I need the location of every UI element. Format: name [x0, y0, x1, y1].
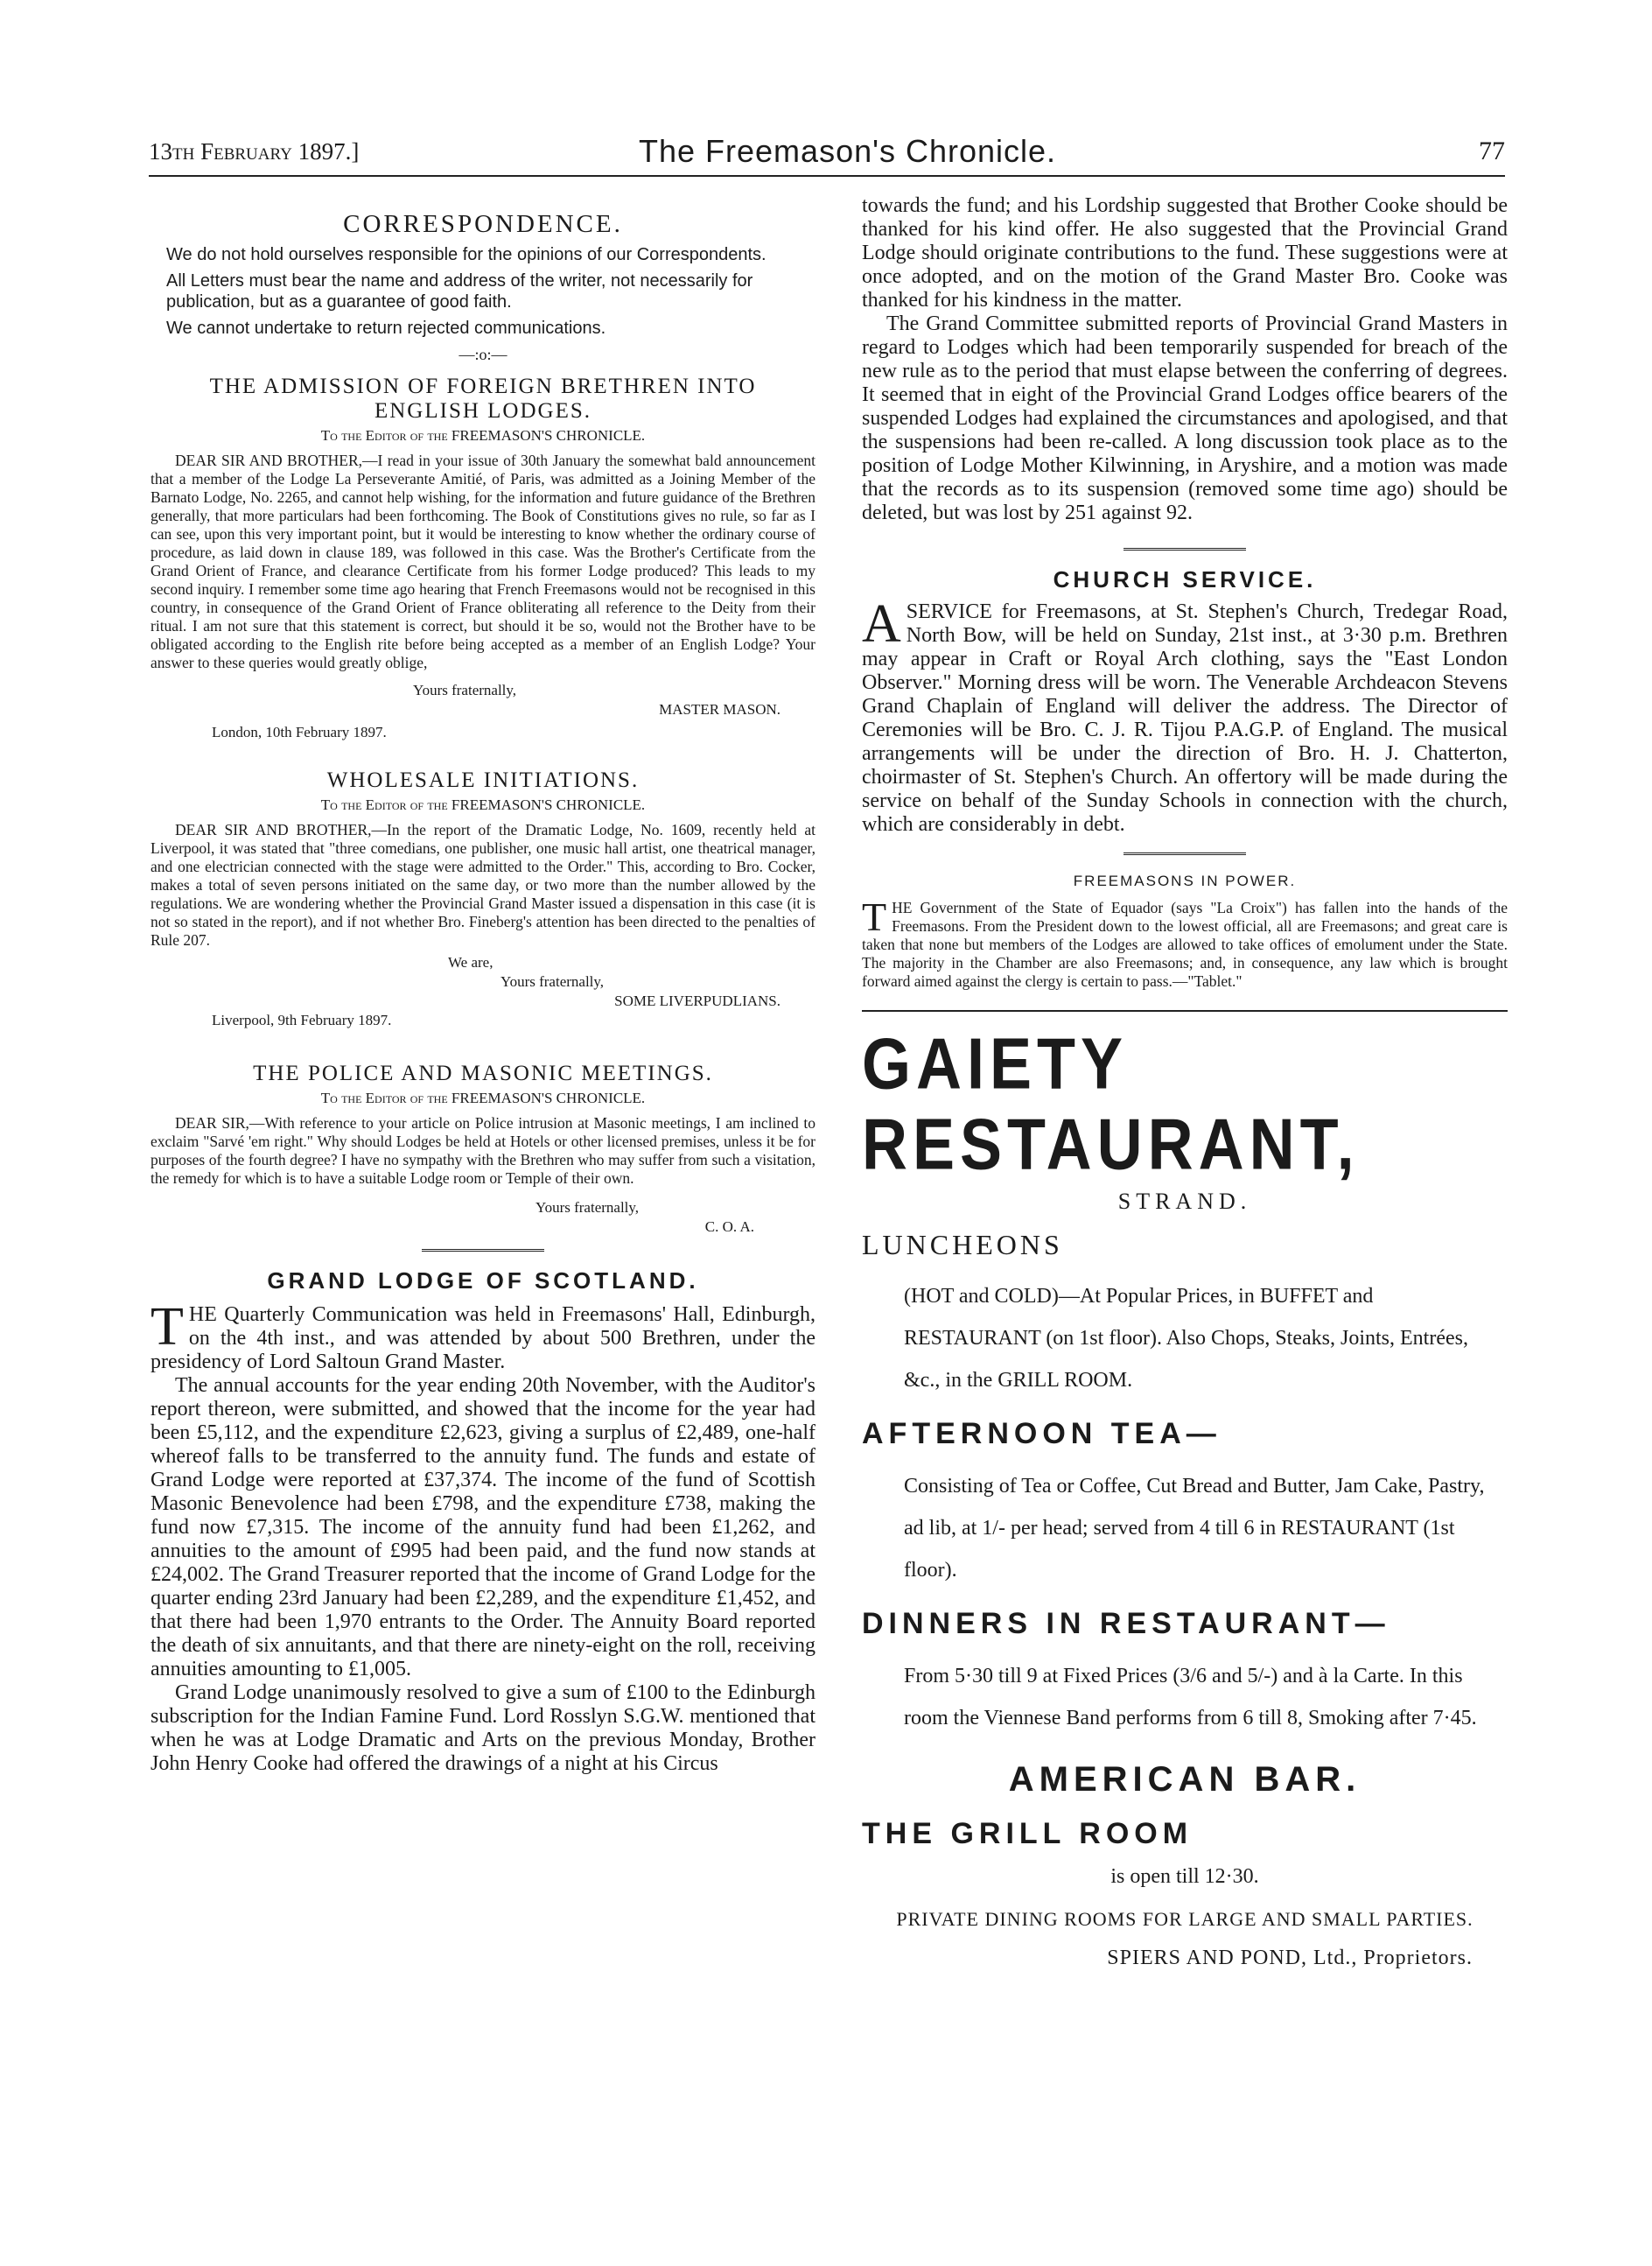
letter1-title-2: ENGLISH LODGES. — [374, 399, 592, 423]
section-divider — [1124, 548, 1246, 554]
grand-lodge-dropcap: T — [150, 1297, 184, 1357]
grand-lodge-para1-text: HE Quarterly Communication was held in Freemasons' Hall, Edinburgh, on the 4th inst., and was attended by about 500 Brethren, under the presidency of Lord Saltoun Grand Master. — [150, 1303, 816, 1373]
letter1-to-editor: To the Editor of the FREEMASON'S CHRONICLE. — [320, 427, 646, 444]
note-rejected: We cannot undertake to return rejected communications. — [166, 319, 606, 338]
grill-room-heading: THE GRILL ROOM — [862, 1817, 1194, 1850]
grill-room-text: is open till 12·30. — [1110, 1865, 1259, 1888]
note-letters: All Letters must bear the name and address of the writer, not necessarily for publication, but as a guarantee of good faith. — [166, 271, 753, 312]
grand-lodge-para3: Grand Lodge unanimously resolved to give a sum of £100 to the Edinburgh subscription for the Indian Famine Fund. Lord Rosslyn S.G.W. mentioned that when he was at Lodge Dramatic and Arts on the previous Monday, Brother John Henry Cooke had offered the drawings of a night at his Circus — [150, 1681, 816, 1775]
tea-text: Consisting of Tea or Coffee, Cut Bread and Butter, Jam Cake, Pastry, ad lib, at 1/- per head; served from 4 till 6 in RESTAURANT (1st floor). — [904, 1475, 1485, 1582]
letter2-body: DEAR SIR AND BROTHER,—In the report of the Dramatic Lodge, No. 1609, recently held at Liverpool, it was stated that "three comedians, one publisher, one music hall artist, one theatrical manager, and one electrician connected with the stage were admitted to the Order." This, according to Bro. Cocker, makes a total of seven persons initiated on the same day, or two more than the number allowed by the regulations. We are wondering whether the Provincial Grand Master issued a dispensation in this case (it is not so stated in the report), and if not whether Bro. Fineberg's attention has been directed to the penalties of Rule 207. — [150, 821, 816, 949]
letter2-place-date: Liverpool, 9th February 1897. — [212, 1012, 392, 1028]
page-header — [149, 131, 1505, 175]
correspondence-divider: —:o:— — [458, 346, 508, 363]
church-body — [862, 594, 1508, 837]
gaiety-advert — [862, 1024, 1508, 1970]
power-title: FREEMASONS IN POWER. — [1073, 873, 1297, 889]
page-number: 77 — [1479, 137, 1505, 165]
section-divider — [1124, 852, 1246, 859]
letter2-to-editor: To the Editor of the FREEMASON'S CHRONICLE. — [320, 796, 646, 813]
grand-lodge-para4: towards the fund; and his Lordship suggested that Brother Cooke should be thanked for his kind offer. He also suggested that the Provincial Grand Lodge should originate contributions to the fund. These suggestions were at once adopted, and on the motion of the Grand Master Bro. Cooke was thanked for his kindness in the matter. — [862, 194, 1508, 312]
dinners-heading: DINNERS IN RESTAURANT— — [862, 1607, 1390, 1640]
private-rooms-text: PRIVATE DINING ROOMS FOR LARGE AND SMALL PARTIES. — [896, 1908, 1474, 1930]
advert-title: GAIETY RESTAURANT, — [862, 1024, 1360, 1185]
luncheons-text: (HOT and COLD)—At Popular Prices, in BUFFET and RESTAURANT (on 1st floor). Also Chops, Steaks, Joints, Entrées, &c., in the GRILL ROOM. — [904, 1285, 1468, 1392]
letter1-title-1: THE ADMISSION OF FOREIGN BRETHREN INTO — [209, 375, 757, 398]
church-dropcap: A — [862, 594, 901, 654]
power-body-text: HE Government of the State of Equador (says "La Croix") has fallen into the hands of the Freemasons. From the President down to the lowest official, all are Freemasons; and great care is taken that none but members of the Lodges are allowed to take offices of emolument under the State. The majority in the Chamber are also Freemasons; and, in consequence, any law which is brought forward aimed against the clergy is certain to pass.—"Tablet." — [862, 899, 1508, 990]
letter2-closing: Yours fraternally, — [500, 973, 605, 990]
proprietors-text: SPIERS AND POND, Ltd., Proprietors. — [1107, 1947, 1473, 1969]
letter2-title: WHOLESALE INITIATIONS. — [326, 768, 640, 792]
church-title: CHURCH SERVICE. — [1053, 566, 1317, 593]
masthead-title: The Freemason's Chronicle. — [639, 133, 1057, 169]
power-body — [862, 894, 1508, 991]
letter1-closing: Yours fraternally, — [413, 682, 517, 698]
grand-lodge-para5: The Grand Committee submitted reports of Provincial Grand Masters in regard to Lodges which had been temporarily suspended for breach of the new rule as to the period that must elapse between the conferring of degrees. It seemed that in eight of the Provincial Grand Lodges office bearers of the suspended Lodges had explained the circumstances and apologised, and that the suspensions had been re-called. A long discussion took place as to the position of Lodge Mother Kilwinning, in Aryshire, and a motion was made that the records as to its suspension (removed some time ago) should be deleted, but was lost by 251 against 92. — [862, 312, 1508, 524]
american-bar-heading: AMERICAN BAR. — [1008, 1760, 1362, 1799]
power-dropcap: T — [862, 894, 887, 939]
letter1-place-date: London, 10th February 1897. — [212, 724, 387, 740]
tea-heading: AFTERNOON TEA— — [862, 1417, 1222, 1450]
letter3-signature: C. O. A. — [704, 1218, 754, 1235]
grand-lodge-para1 — [150, 1297, 816, 1374]
correspondence-notes — [150, 244, 816, 339]
left-column — [150, 194, 816, 1776]
letter2-we-are: We are, — [448, 954, 494, 971]
letter3-body: DEAR SIR,—With reference to your article on Police intrusion at Masonic meetings, I am inclined to exclaim "Sarvé 'em right." Why should Lodges be held at Hotels or other licensed premises, unless it be for purposes of the fourth degree? I have no sympathy with the Brethren who may suffer from such a visitation, the remedy for which is to have a suitable Lodge room or Temple of their own. — [150, 1114, 816, 1187]
header-rule — [149, 175, 1505, 177]
letter3-to-editor: To the Editor of the FREEMASON'S CHRONICLE. — [320, 1090, 646, 1106]
church-body-text: SERVICE for Freemasons, at St. Stephen's Church, Tredegar Road, North Bow, will be held on Sunday, 21st inst., at 3·30 p.m. Brethren may appear in Craft or Royal Arch clothing, says the "East London Observer." Morning dress will be worn. The Venerable Archdeacon Stevens Grand Chaplain of England will deliver the address. The Director of Ceremonies will be Bro. C. J. R. Tijou P.A.G.P. of England. The musical arrangements will be under the direction of Bro. H. J. Chatterton, choirmaster of St. Stephen's Church. An offertory will be made during the service on behalf of the Sunday Schools in connection with the church, which are considerably in debt. — [862, 600, 1508, 836]
note-responsibility: We do not hold ourselves responsible for the opinions of our Correspondents. — [166, 245, 766, 264]
letter1-body: DEAR SIR AND BROTHER,—I read in your issue of 30th January the somewhat bald announcement that a member of the Lodge La Perseverante Amitié, of Paris, was admitted as a Joining Member of the Barnato Lodge, No. 2265, and cannot help wishing, for the information and future guidance of the Brethren generally, that more particulars had been forthcoming. The Book of Constitutions gives no rule, so far as I can see, upon this very important point, but it would be interesting to know whether the ordinary course of procedure, as laid down in clause 189, was followed in this case. Was the Brother's Certificate from the Grand Orient of France, and clearance Certificate from his former Lodge produced? This leads to my second inquiry. I remember some time ago hearing that French Freemasons would not be recognised in this country, in consequence of the Grand Orient of France obliterating all reference to the Deity from their ritual. I am not sure that this statement is correct, but should it be so, would not the Brother have to be obligated according to the English rite before being accepted as a member of an English Lodge? Your answer to these queries would greatly oblige, — [150, 452, 816, 671]
right-column — [862, 194, 1508, 1970]
letter2-signature: SOME LIVERPUDLIANS. — [614, 993, 780, 1009]
advert-subtitle: STRAND. — [1117, 1189, 1252, 1214]
dinners-text: From 5·30 till 9 at Fixed Prices (3/6 and 5/-) and à la Carte. In this room the Viennese Band performs from 6 till 8, Smoking after 7·45. — [904, 1665, 1477, 1729]
letter1-signature: MASTER MASON. — [659, 701, 780, 718]
grand-lodge-para2: The annual accounts for the year ending 20th November, with the Auditor's report thereon, were submitted, and showed that the income for the year had been £5,112, and the expenditure £2,623, giving a surplus of £2,489, one-half whereof falls to be transferred to the annuity fund. The funds and estate of Grand Lodge were reported at £37,374. The income of the fund of Scottish Masonic Benevolence had been £798, and the expenditure £738, making the fund now £7,315. The income of the annuity fund had been £1,262, and annuities to the amount of £995 had been paid, and the fund now stands at £24,002. The Grand Treasurer reported that the income of Grand Lodge for the quarter ending 23rd January had been £2,289, and the expenditure £1,452, and that there had been 1,970 entrants to the Order. The Annuity Board reported the death of six annuitants, and that there are ninety-eight on the roll, receiving annuities amounting to £1,005. — [150, 1374, 816, 1680]
letter3-closing: Yours fraternally, — [536, 1199, 640, 1216]
advert-rule — [862, 1010, 1508, 1012]
correspondence-title: CORRESPONDENCE. — [343, 210, 623, 238]
grand-lodge-title: GRAND LODGE OF SCOTLAND. — [267, 1267, 699, 1294]
issue-date: 13th February 1897.] — [149, 138, 360, 165]
section-divider — [422, 1249, 544, 1255]
luncheons-heading: LUNCHEONS — [862, 1229, 1063, 1260]
letter3-title: THE POLICE AND MASONIC MEETINGS. — [253, 1062, 713, 1085]
